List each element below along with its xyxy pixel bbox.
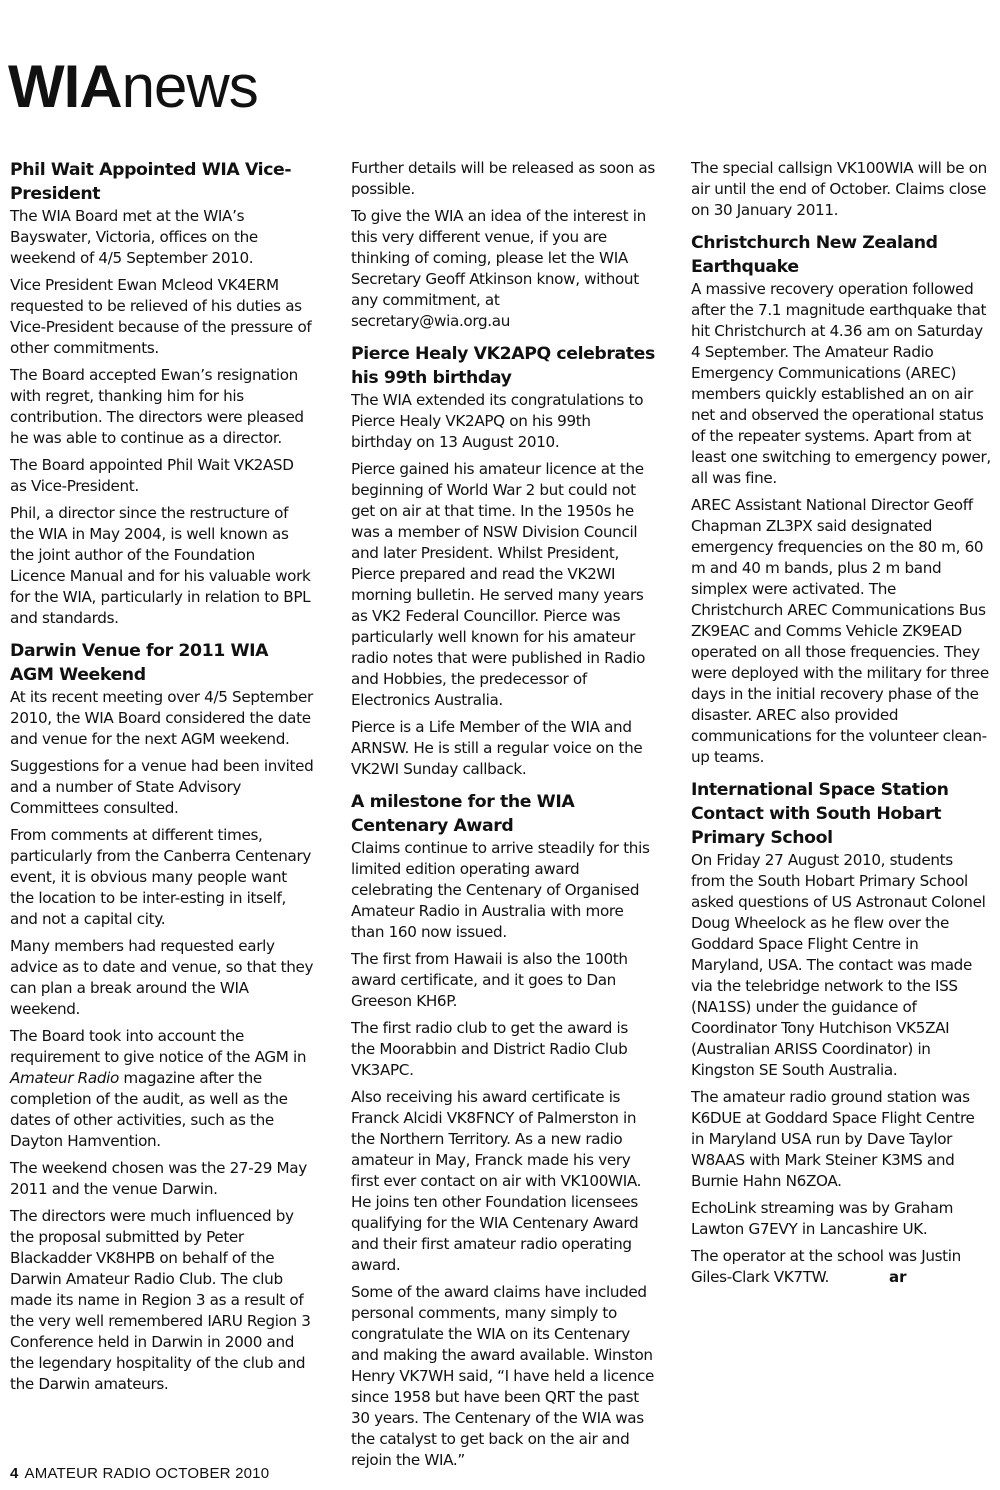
paragraph-text: magazine after the completion of the audit, as well as the dates of other activities, such as the Dayton Hamvention. bbox=[10, 1069, 288, 1150]
paragraph: AREC Assistant National Director Geoff Chapman ZL3PX said designated emergency frequencies on the 80 m, 60 m and 40 m bands, plus 2 m band simplex were activated. The Christchurch AREC Communications Bus ZK9EAC and Comms Vehicle ZK9EAD operated on all those frequencies. They were deployed with the military for three days in the initial recovery phase of the disaster. AREC also provided communications for the volunteer clean-up teams. bbox=[691, 496, 989, 766]
column-2 bbox=[351, 158, 655, 1477]
page-number: 4 bbox=[10, 1465, 19, 1482]
paragraph: The special callsign VK100WIA will be on air until the end of October. Claims close on 30 January 2011. bbox=[691, 159, 987, 219]
paragraph: The amateur radio ground station was K6DUE at Goddard Space Flight Centre in Maryland USA run by Dave Taylor W8AAS with Mark Steiner K3MS and Burnie Hahn N6ZOA. bbox=[691, 1088, 975, 1190]
column-3 bbox=[691, 158, 991, 1294]
paragraph: The WIA extended its congratulations to Pierce Healy VK2APQ on his 99th birthday on 13 August 2010. bbox=[351, 391, 644, 451]
paragraph: Many members had requested early advice as to date and venue, so that they can plan a break around the WIA weekend. bbox=[10, 937, 314, 1018]
paragraph bbox=[10, 1026, 314, 1152]
paragraph: On Friday 27 August 2010, students from the South Hobart Primary School asked questions of US Astronaut Colonel Doug Wheelock as he flew over the Goddard Space Flight Centre in Maryland, USA. The contact was made via the telebridge network to the ISS (NA1SS) under the guidance of Coordinator Tony Hutchison VK5ZAI (Australian ARISS Coordinator) in Kingston SE South Australia. bbox=[691, 851, 986, 1079]
paragraph: EchoLink streaming was by Graham Lawton G7EVY in Lancashire UK. bbox=[691, 1199, 954, 1238]
paragraph: Vice President Ewan Mcleod VK4ERM requested to be relieved of his duties as Vice-President because of the pressure of other commitments. bbox=[10, 276, 312, 357]
article-title-pierce-healy: Pierce Healy VK2APQ celebrates his 99th birthday bbox=[351, 344, 655, 388]
paragraph: Claims continue to arrive steadily for this limited edition operating award celebrating the Centenary of Organised Amateur Radio in Australia with more than 160 now issued. bbox=[351, 839, 650, 941]
end-mark-logo: ar bbox=[889, 1268, 907, 1286]
article-title-christchurch: Christchurch New Zealand Earthquake bbox=[691, 233, 938, 277]
masthead-wia: WIA bbox=[8, 53, 122, 120]
page-footer bbox=[10, 1465, 269, 1482]
paragraph: Phil, a director since the restructure of the WIA in May 2004, is well known as the joint author of the Foundation Licence Manual and for his valuable work for the WIA, particularly in relation to BPL and standards. bbox=[10, 504, 311, 627]
paragraph: Pierce is a Life Member of the WIA and ARNSW. He is still a regular voice on the VK2WI Sunday callback. bbox=[351, 718, 643, 778]
column-1 bbox=[10, 158, 314, 1401]
paragraph bbox=[691, 1246, 991, 1288]
article-title-centenary-award: A milestone for the WIA Centenary Award bbox=[351, 792, 575, 836]
paragraph-text: The operator at the school was Justin Giles-Clark VK7TW. bbox=[691, 1247, 961, 1286]
paragraph: Pierce gained his amateur licence at the beginning of World War 2 but could not get on air at that time. In the 1950s he was a member of NSW Division Council and later President. Whilst President, Pierce prepared and read the VK2WI morning bulletin. He served many years as VK2 Federal Councillor. Pierce was particularly well known for his amateur radio notes that were published in Radio and Hobbies, the predecessor of Electronics Australia. bbox=[351, 460, 646, 709]
paragraph: From comments at different times, particularly from the Canberra Centenary event, it is obvious many people want the location to be inter-esting in itself, and not a capital city. bbox=[10, 826, 311, 928]
paragraph: Further details will be released as soon as possible. bbox=[351, 159, 655, 198]
magazine-title: Amateur Radio bbox=[10, 1069, 119, 1087]
footer-text: AMATEUR RADIO OCTOBER 2010 bbox=[24, 1465, 270, 1482]
paragraph: The weekend chosen was the 27-29 May 2011 and the venue Darwin. bbox=[10, 1159, 307, 1198]
paragraph: The Board accepted Ewan’s resignation with regret, thanking him for his contribution. The directors were pleased he was able to continue as a director. bbox=[10, 366, 304, 447]
paragraph: The Board appointed Phil Wait VK2ASD as Vice-President. bbox=[10, 456, 294, 495]
paragraph: To give the WIA an idea of the interest in this very different venue, if you are thinking of coming, please let the WIA Secretary Geoff Atkinson know, without any commitment, at secretary@wia.org.au bbox=[351, 207, 646, 330]
article-title-iss-contact: International Space Station Contact with South Hobart Primary School bbox=[691, 780, 949, 848]
paragraph: The first radio club to get the award is the Moorabbin and District Radio Club VK3APC. bbox=[351, 1019, 628, 1079]
article-title-vice-president: Phil Wait Appointed WIA Vice-President bbox=[10, 160, 292, 204]
paragraph: Suggestions for a venue had been invited and a number of State Advisory Committees consulted. bbox=[10, 757, 314, 817]
paragraph: Also receiving his award certificate is Franck Alcidi VK8FNCY of Palmerston in the Northern Territory. As a new radio amateur in May, Franck made his very first ever contact on air with VK100WIA. He joins ten other Foundation licensees qualifying for the WIA Centenary Award and their first amateur radio operating award. bbox=[351, 1088, 642, 1274]
article-title-darwin-agm: Darwin Venue for 2011 WIA AGM Weekend bbox=[10, 641, 269, 685]
paragraph-text: The Board took into account the requirement to give notice of the AGM in bbox=[10, 1027, 307, 1066]
paragraph: Some of the award claims have included personal comments, many simply to congratulate the WIA on its Centenary and making the award available. Winston Henry VK7WH said, “I have held a licence since 1958 but have been QRT the past 30 years. The Centenary of the WIA was the catalyst to get back on the air and rejoin the WIA.” bbox=[351, 1283, 654, 1469]
paragraph: The first from Hawaii is also the 100th award certificate, and it goes to Dan Greeson KH6P. bbox=[351, 950, 628, 1010]
paragraph: A massive recovery operation followed after the 7.1 magnitude earthquake that hit Christchurch at 4.36 am on Saturday 4 September. The Amateur Radio Emergency Communications (AREC) members quickly established an on air net and observed the operational status of the repeater systems. Apart from at least one switching to emergency power, all was fine. bbox=[691, 280, 991, 487]
masthead bbox=[8, 52, 258, 122]
paragraph: At its recent meeting over 4/5 September 2010, the WIA Board considered the date and venue for the next AGM weekend. bbox=[10, 688, 313, 748]
masthead-news: news bbox=[121, 53, 258, 120]
paragraph: The WIA Board met at the WIA’s Bayswater, Victoria, offices on the weekend of 4/5 September 2010. bbox=[10, 207, 258, 267]
paragraph: The directors were much influenced by the proposal submitted by Peter Blackadder VK8HPB on behalf of the Darwin Amateur Radio Club. The club made its name in Region 3 as a result of the very well remembered IARU Region 3 Conference held in Darwin in 2000 and the legendary hospitality of the club and the Darwin amateurs. bbox=[10, 1207, 311, 1393]
